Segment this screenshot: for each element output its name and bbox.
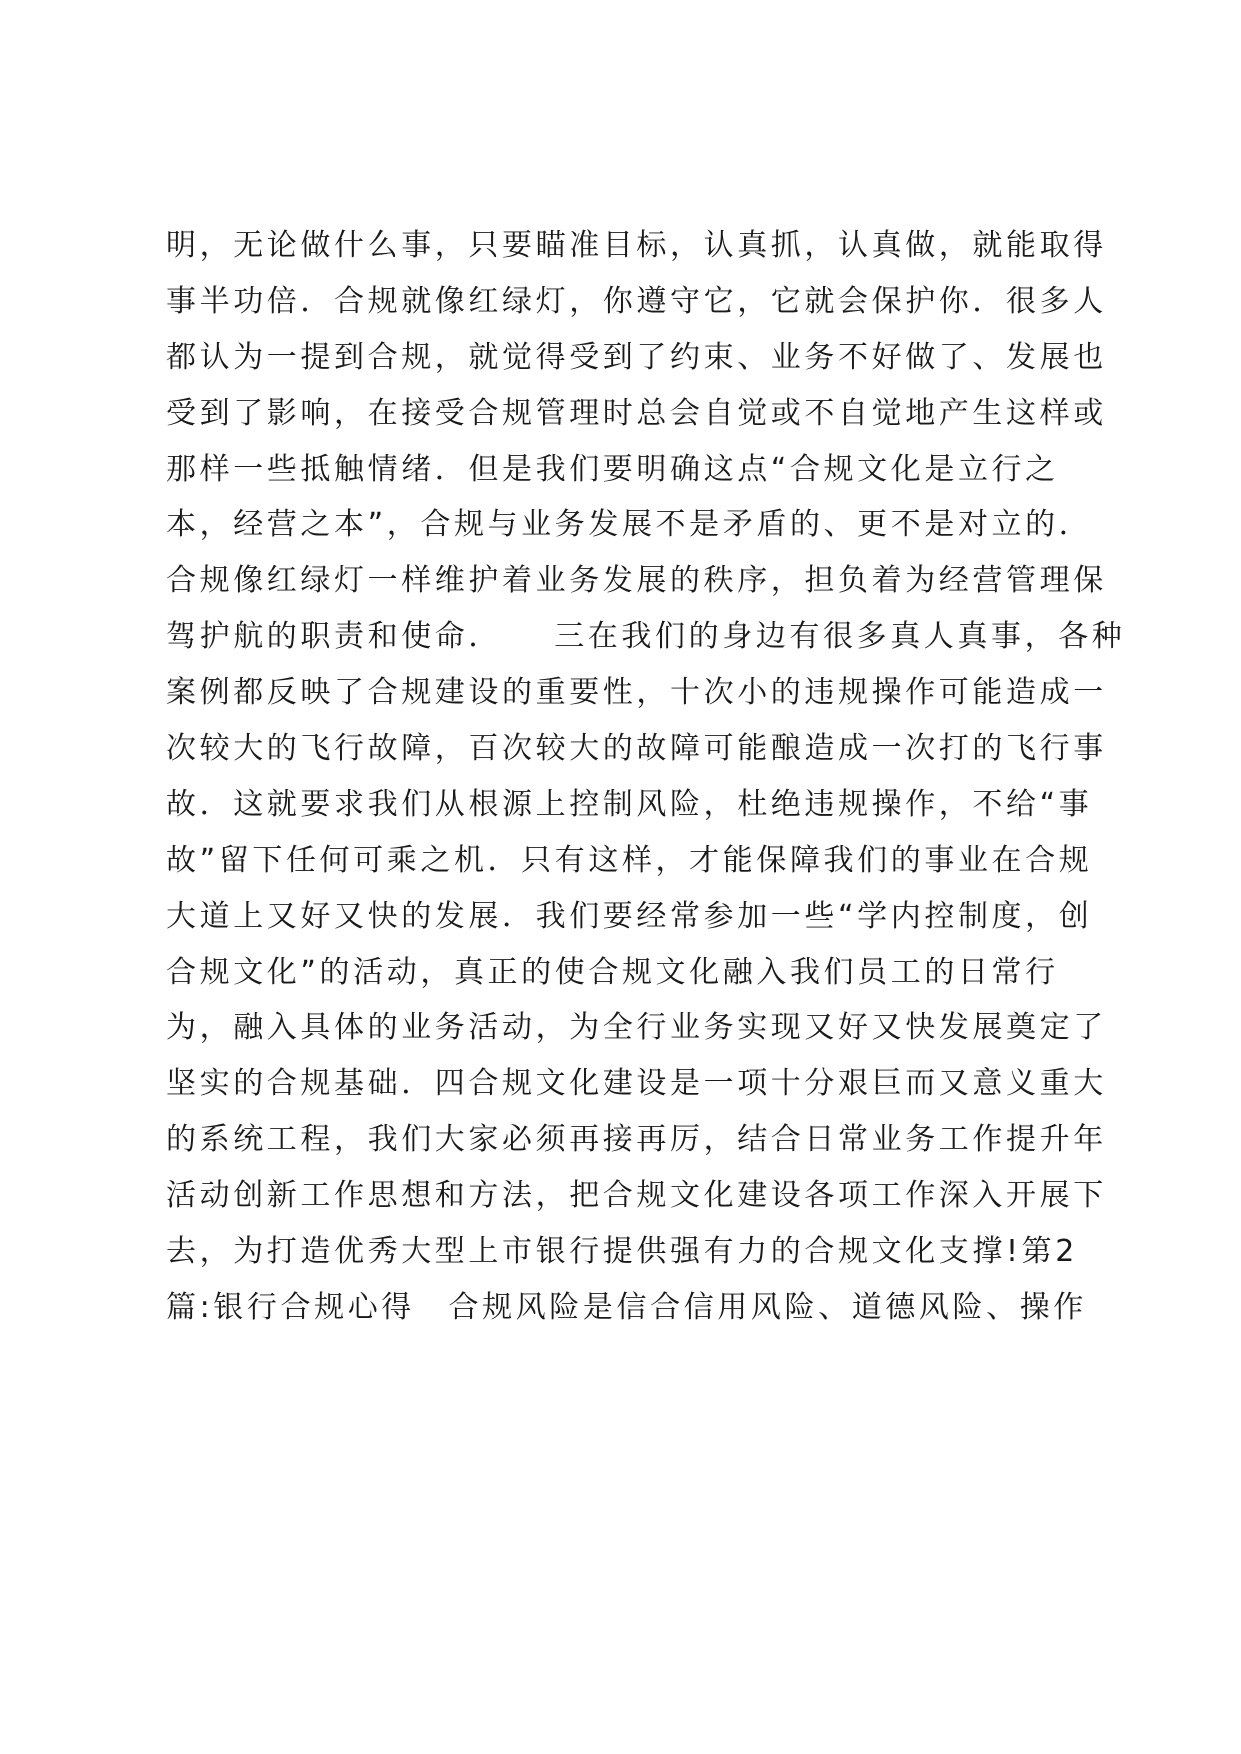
text-line: 的系统工程，我们大家必须再接再厉，结合日常业务工作提升年: [166, 1122, 1107, 1158]
text-line: 明，无论做什么事，只要瞄准目标，认真抓，认真做，就能取得: [166, 228, 1107, 263]
text-line: 为，融入具体的业务活动，为全行业务实现又好又快发展奠定了: [166, 1010, 1107, 1046]
text-line: 事半功倍．合规就像红绿灯，你遵守它，它就会保护你．很多人: [166, 283, 1107, 319]
body-text: [166, 226, 1126, 1344]
text-line: 案例都反映了合规建设的重要性，十次小的违规操作可能造成一: [166, 675, 1107, 711]
text-line: 去，为打造优秀大型上市银行提供强有力的合规文化支撑!第2: [166, 1234, 1078, 1270]
text-line: 故．这就要求我们从根源上控制风险，杜绝违规操作，不给“事: [166, 786, 1093, 822]
text-line: 合规文化”的活动，真正的使合规文化融入我们员工的日常行: [166, 954, 1059, 990]
text-line: 大道上又好又快的发展．我们要经常参加一些“学内控制度，创: [166, 898, 1093, 934]
text-line: 活动创新工作思想和方法，把合规文化建设各项工作深入开展下: [166, 1178, 1107, 1214]
text-line: 都认为一提到合规，就觉得受到了约束、业务不好做了、发展也: [166, 339, 1107, 375]
text-line: 次较大的飞行故障，百次较大的故障可能酿造成一次打的飞行事: [166, 731, 1107, 767]
text-line: 那样一些抵触情绪．但是我们要明确这点“合规文化是立行之: [166, 451, 1059, 487]
text-line: 驾护航的职责和使命． 三在我们的身边有很多真人真事，各种: [166, 619, 1126, 655]
text-line: 坚实的合规基础．四合规文化建设是一项十分艰巨而又意义重大: [166, 1066, 1107, 1102]
text-line: 合规像红绿灯一样维护着业务发展的秩序，担负着为经营管理保: [166, 563, 1107, 599]
text-line: 篇:银行合规心得 合规风险是信合信用风险、道德风险、操作: [166, 1289, 1087, 1325]
text-line: 受到了影响，在接受合规管理时总会自觉或不自觉地产生这样或: [166, 395, 1107, 431]
text-line: 故”留下任何可乘之机．只有这样，才能保障我们的事业在合规: [166, 842, 1093, 878]
text-line: 本，经营之本”，合规与业务发展不是矛盾的、更不是对立的．: [166, 507, 1093, 543]
